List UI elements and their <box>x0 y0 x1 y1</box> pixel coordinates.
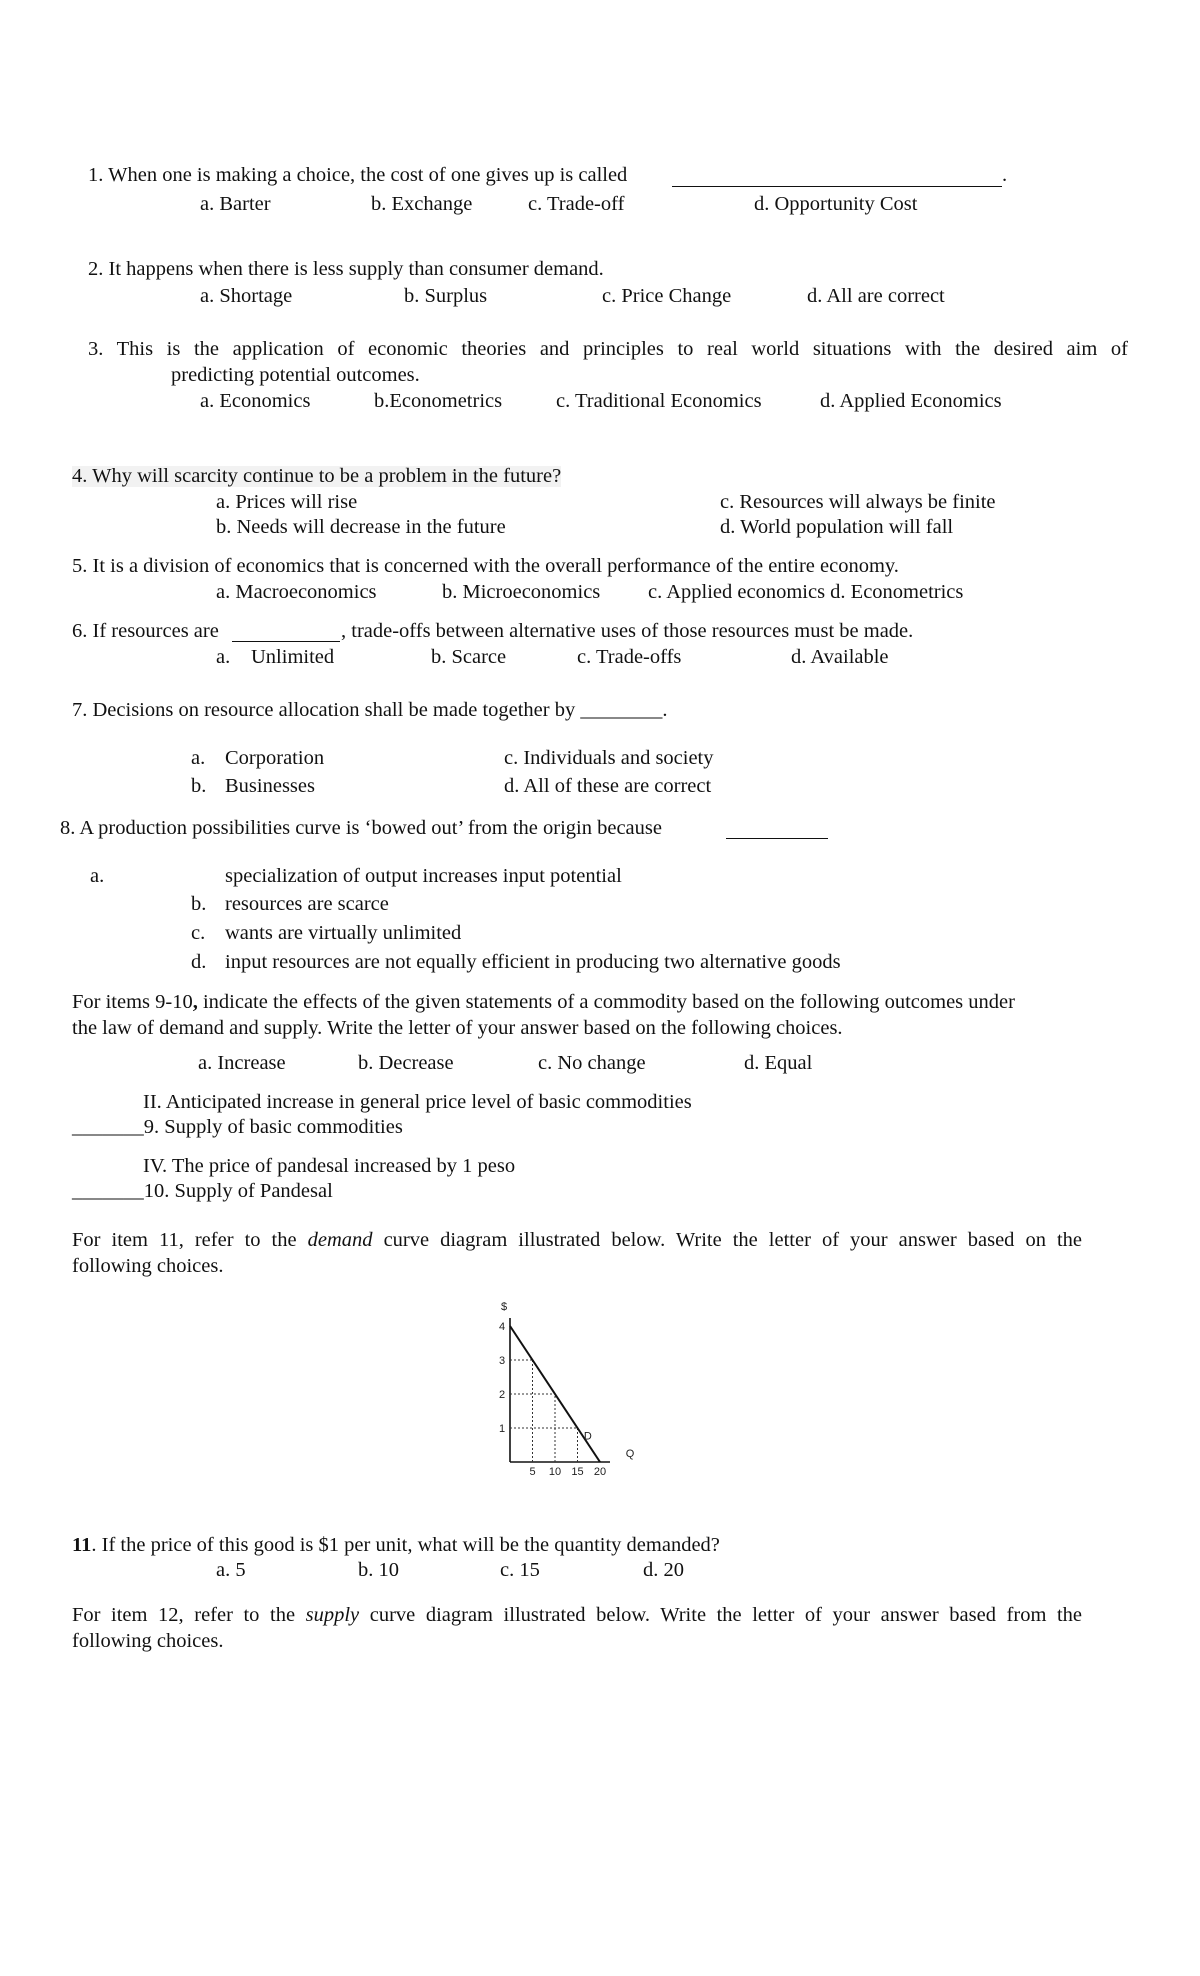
y-tick-label-2: 2 <box>498 1389 506 1401</box>
items-9-10-choice-b: b. Decrease <box>358 1052 454 1074</box>
q11-choice-d: d. 20 <box>643 1559 684 1581</box>
statement-iv: IV. The price of pandesal increased by 1 peso <box>143 1155 516 1177</box>
item-10: _______10. Supply of Pandesal <box>72 1180 333 1202</box>
q11-choice-c: c. 15 <box>500 1559 540 1581</box>
q4-choice-b: b. Needs will decrease in the future <box>216 516 506 538</box>
q8-letter-a: a. <box>90 865 105 887</box>
question-6-stem-start: 6. If resources are <box>72 620 219 642</box>
item-11-instructions-line1: For item 11, refer to the demand curve diagram illustrated below. Write the letter of your answer based on the <box>72 1229 1083 1251</box>
statement-ii: II. Anticipated increase in general price level of basic commodities <box>143 1091 692 1113</box>
x-tick-label-20: 20 <box>593 1466 607 1478</box>
question-6-stem-end: , trade-offs between alternative uses of those resources must be made. <box>341 620 914 642</box>
y-tick-label-4: 4 <box>498 1321 506 1333</box>
q7-choice-d: d. All of these are correct <box>504 775 712 797</box>
q6-choice-b: b. Scarce <box>431 646 507 668</box>
question-1-period: . <box>1002 164 1008 186</box>
q6-choice-c: c. Trade-offs <box>577 646 682 668</box>
q2-choice-a: a. Shortage <box>200 285 293 307</box>
q2-choice-c: c. Price Change <box>602 285 732 307</box>
q4-choice-d: d. World population will fall <box>720 516 954 538</box>
question-11-stem: 11. If the price of this good is $1 per unit, what will be the quantity demanded? <box>72 1534 720 1556</box>
q8-letter-d: d. <box>191 951 207 973</box>
q7-choice-b: Businesses <box>225 775 315 797</box>
q11-choice-a: a. 5 <box>216 1559 246 1581</box>
question-7-stem: 7. Decisions on resource allocation shall be made together by ________. <box>72 699 668 721</box>
q1-choice-a: a. Barter <box>200 193 271 215</box>
question-3-stem-line2: predicting potential outcomes. <box>171 364 420 386</box>
question-8-answer-blank[interactable] <box>726 838 828 839</box>
demand-curve-chart <box>480 1282 740 1492</box>
q3-choice-d: d. Applied Economics <box>820 390 1002 412</box>
q8-choice-b: resources are scarce <box>225 893 389 915</box>
q3-choice-c: c. Traditional Economics <box>556 390 762 412</box>
items-9-10-choice-c: c. No change <box>538 1052 646 1074</box>
demand-curve-label: D <box>583 1430 592 1443</box>
question-5-stem: 5. It is a division of economics that is concerned with the overall performance of the entire economy. <box>72 555 899 577</box>
q6-choice-d: d. Available <box>791 646 889 668</box>
q5-choice-b: b. Microeconomics <box>442 581 601 603</box>
items-9-10-choice-d: d. Equal <box>744 1052 813 1074</box>
x-axis-label: Q <box>625 1448 635 1460</box>
q3-choice-b: b.Econometrics <box>374 390 503 412</box>
x-tick-label-15: 15 <box>571 1466 584 1478</box>
x-tick-label-5: 5 <box>529 1466 536 1478</box>
y-axis-label: $ <box>500 1301 508 1313</box>
item-12-instructions-line2: following choices. <box>72 1630 224 1652</box>
q5-choice-c: c. Applied economics d. Econometrics <box>648 581 964 603</box>
question-4-stem: 4. Why will scarcity continue to be a problem in the future? <box>72 465 562 487</box>
q7-choice-c: c. Individuals and society <box>504 747 714 769</box>
q11-choice-b: b. 10 <box>358 1559 399 1581</box>
q7-choice-b-letter: b. <box>191 775 207 797</box>
q6-choice-a-letter: a. <box>216 646 231 668</box>
q2-choice-b: b. Surplus <box>404 285 488 307</box>
items-9-10-instructions-line1: For items 9-10, indicate the effects of the given statements of a commodity based on the following outcomes under <box>72 991 1015 1013</box>
q6-choice-a: Unlimited <box>251 646 335 668</box>
question-2-stem: 2. It happens when there is less supply than consumer demand. <box>88 258 604 280</box>
question-8-stem: 8. A production possibilities curve is ‘bowed out’ from the origin because <box>60 817 662 839</box>
q1-choice-b: b. Exchange <box>371 193 473 215</box>
items-9-10-choice-a: a. Increase <box>198 1052 286 1074</box>
question-1-stem: 1. When one is making a choice, the cost of one gives up is called <box>88 164 628 186</box>
item-11-instructions-line2: following choices. <box>72 1255 224 1277</box>
q2-choice-d: d. All are correct <box>807 285 945 307</box>
question-6-answer-blank[interactable] <box>232 641 340 642</box>
q8-choice-c: wants are virtually unlimited <box>225 922 462 944</box>
q1-choice-d: d. Opportunity Cost <box>754 193 918 215</box>
q3-choice-a: a. Economics <box>200 390 311 412</box>
item-12-instructions-line1: For item 12, refer to the supply curve diagram illustrated below. Write the letter of your answer based from the <box>72 1604 1083 1626</box>
q4-choice-a: a. Prices will rise <box>216 491 358 513</box>
x-tick-label-10: 10 <box>548 1466 562 1478</box>
q5-choice-a: a. Macroeconomics <box>216 581 377 603</box>
question-1-answer-blank[interactable] <box>672 186 1002 187</box>
item-9: _______9. Supply of basic commodities <box>72 1116 403 1138</box>
q1-choice-c: c. Trade-off <box>528 193 625 215</box>
q8-choice-a: specialization of output increases input potential <box>225 865 622 887</box>
q8-letter-b: b. <box>191 893 207 915</box>
items-9-10-instructions-line2: the law of demand and supply. Write the letter of your answer based on the following choices. <box>72 1017 843 1039</box>
q8-choice-d: input resources are not equally efficient in producing two alternative goods <box>225 951 841 973</box>
question-3-stem-line1: 3. This is the application of economic theories and principles to real world situations with the desired aim of <box>88 338 1128 360</box>
q4-choice-c: c. Resources will always be finite <box>720 491 996 513</box>
q8-letter-c: c. <box>191 922 206 944</box>
y-tick-label-3: 3 <box>498 1355 506 1367</box>
q7-choice-a-letter: a. <box>191 747 206 769</box>
q7-choice-a: Corporation <box>225 747 325 769</box>
y-tick-label-1: 1 <box>498 1423 506 1435</box>
